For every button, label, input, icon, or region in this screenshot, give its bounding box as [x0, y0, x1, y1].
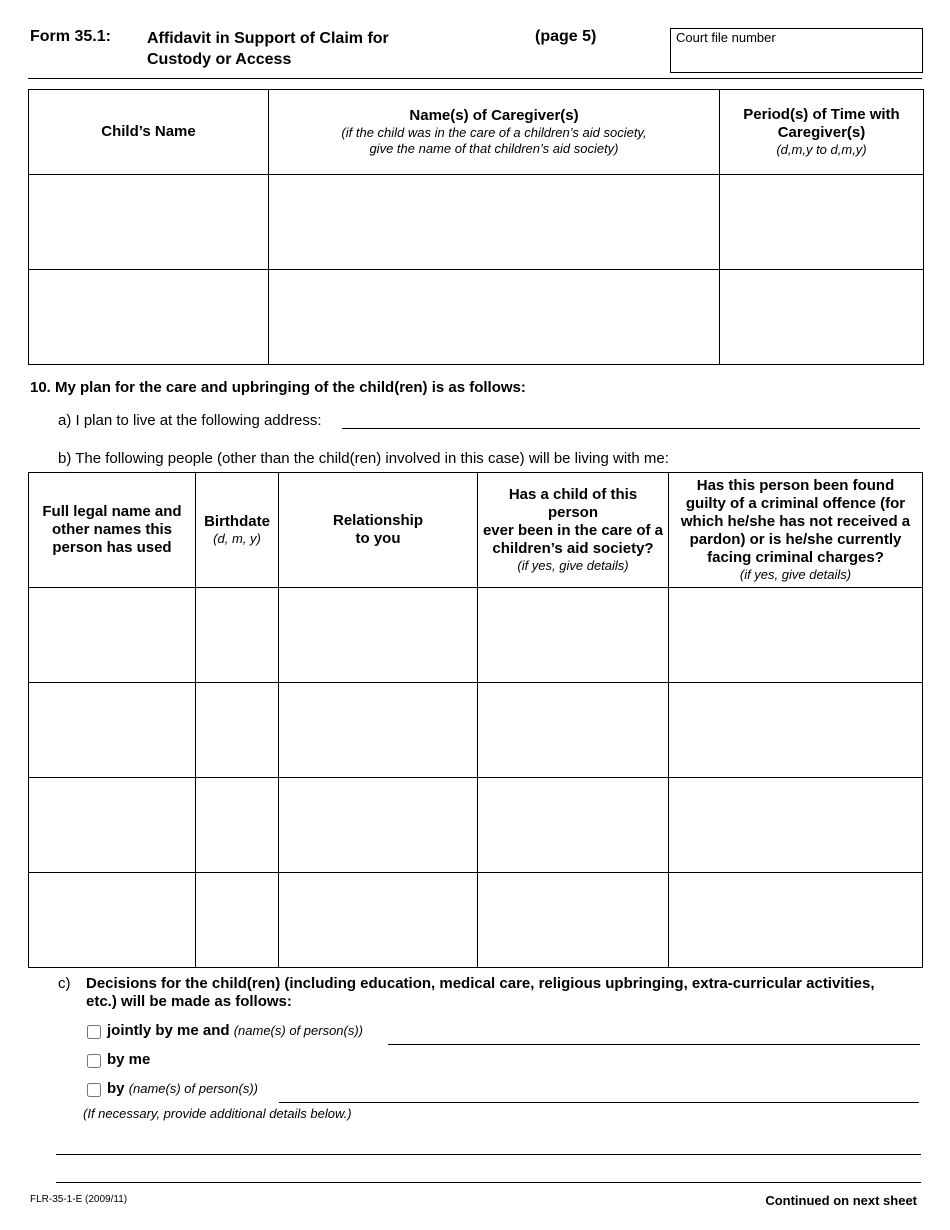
col-child-name: Child’s Name: [29, 90, 269, 175]
criminal-input[interactable]: [669, 903, 922, 937]
birthdate-input[interactable]: [196, 713, 278, 747]
relationship-input[interactable]: [279, 618, 477, 652]
by-me-option: by me: [107, 1051, 151, 1068]
birthdate-input[interactable]: [196, 618, 278, 652]
table-row: [29, 588, 923, 683]
relationship-input[interactable]: [279, 808, 477, 842]
table-row: [29, 778, 923, 873]
form-title-line2: Custody or Access: [147, 51, 292, 68]
birthdate-input[interactable]: [196, 903, 278, 937]
person-name-input[interactable]: [29, 903, 195, 937]
birthdate-input[interactable]: [196, 808, 278, 842]
decisions-label: c): [58, 975, 71, 992]
col-caregivers: Name(s) of Caregiver(s) (if the child was in the care of a children’s aid society, give the name of that children’s aid society): [269, 90, 720, 175]
col-relationship: Relationship to you: [279, 473, 478, 588]
period-input[interactable]: [720, 205, 923, 239]
form-code: FLR-35-1-E (2009/11): [30, 1194, 128, 1205]
jointly-checkbox[interactable]: [87, 1025, 101, 1039]
additional-details-line-1[interactable]: [56, 1136, 921, 1155]
col-criminal: Has this person been found guilty of a criminal offence (for which he/she has not received a pardon) or is he/she currently facing criminal charges? (if yes, give details): [669, 473, 923, 588]
caregiver-table-header: [29, 90, 924, 175]
cas-care-input[interactable]: [478, 903, 668, 937]
criminal-input[interactable]: [669, 618, 922, 652]
period-input[interactable]: [720, 300, 923, 334]
by-others-checkbox[interactable]: [87, 1083, 101, 1097]
form-title: [147, 28, 389, 70]
decisions-text-line1: Decisions for the child(ren) (including education, medical care, religious upbringing, extra-curricular activities,: [86, 975, 875, 992]
cas-care-input[interactable]: [478, 713, 668, 747]
continued-note: Continued on next sheet: [765, 1193, 917, 1208]
jointly-names-input[interactable]: [388, 1026, 920, 1045]
col-full-name: Full legal name and other names this person has used: [29, 473, 196, 588]
by-others-names-input[interactable]: [279, 1084, 919, 1103]
table-row: [29, 175, 924, 270]
cas-care-input[interactable]: [478, 618, 668, 652]
caregivers-input[interactable]: [269, 205, 719, 239]
caregiver-table: [28, 89, 924, 365]
decisions-text-line2: etc.) will be made as follows:: [86, 993, 292, 1010]
person-name-input[interactable]: [29, 713, 195, 747]
court-file-number-input[interactable]: [676, 49, 918, 69]
table-row: [29, 873, 923, 968]
form-number: Form 35.1:: [30, 28, 111, 45]
child-name-input[interactable]: [29, 205, 268, 239]
decisions-text: [86, 975, 922, 1011]
people-label: b) The following people (other than the child(ren) involved in this case) will be living with me:: [58, 450, 669, 467]
child-name-input[interactable]: [29, 300, 268, 334]
jointly-option: jointly by me and (name(s) of person(s)): [107, 1022, 364, 1039]
relationship-input[interactable]: [279, 713, 477, 747]
criminal-input[interactable]: [669, 713, 922, 747]
col-period: Period(s) of Time with Caregiver(s) (d,m,y to d,m,y): [720, 90, 924, 175]
header-divider: [28, 78, 922, 79]
court-file-box: [670, 28, 923, 73]
col-birthdate: Birthdate (d, m, y): [196, 473, 279, 588]
criminal-input[interactable]: [669, 808, 922, 842]
col-cas-care: Has a child of this person ever been in the care of a children’s aid society? (if yes, give details): [478, 473, 669, 588]
person-name-input[interactable]: [29, 808, 195, 842]
court-file-label: Court file number: [676, 30, 776, 45]
address-label: a) I plan to live at the following address:: [58, 412, 322, 429]
additional-details-note: (If necessary, provide additional details below.): [83, 1106, 352, 1121]
cas-care-input[interactable]: [478, 808, 668, 842]
form-title-line1: Affidavit in Support of Claim for: [147, 30, 389, 47]
table-row: [29, 683, 923, 778]
people-table: [28, 472, 923, 968]
people-table-header: [29, 473, 923, 588]
person-name-input[interactable]: [29, 618, 195, 652]
by-me-checkbox[interactable]: [87, 1054, 101, 1068]
by-others-option: by (name(s) of person(s)): [107, 1080, 258, 1097]
table-row: [29, 270, 924, 365]
relationship-input[interactable]: [279, 903, 477, 937]
section-10-title: 10. My plan for the care and upbringing of the child(ren) is as follows:: [30, 379, 526, 396]
address-input[interactable]: [342, 410, 920, 429]
page-number: (page 5): [535, 28, 597, 45]
additional-details-line-2[interactable]: [56, 1164, 921, 1183]
caregivers-input[interactable]: [269, 300, 719, 334]
